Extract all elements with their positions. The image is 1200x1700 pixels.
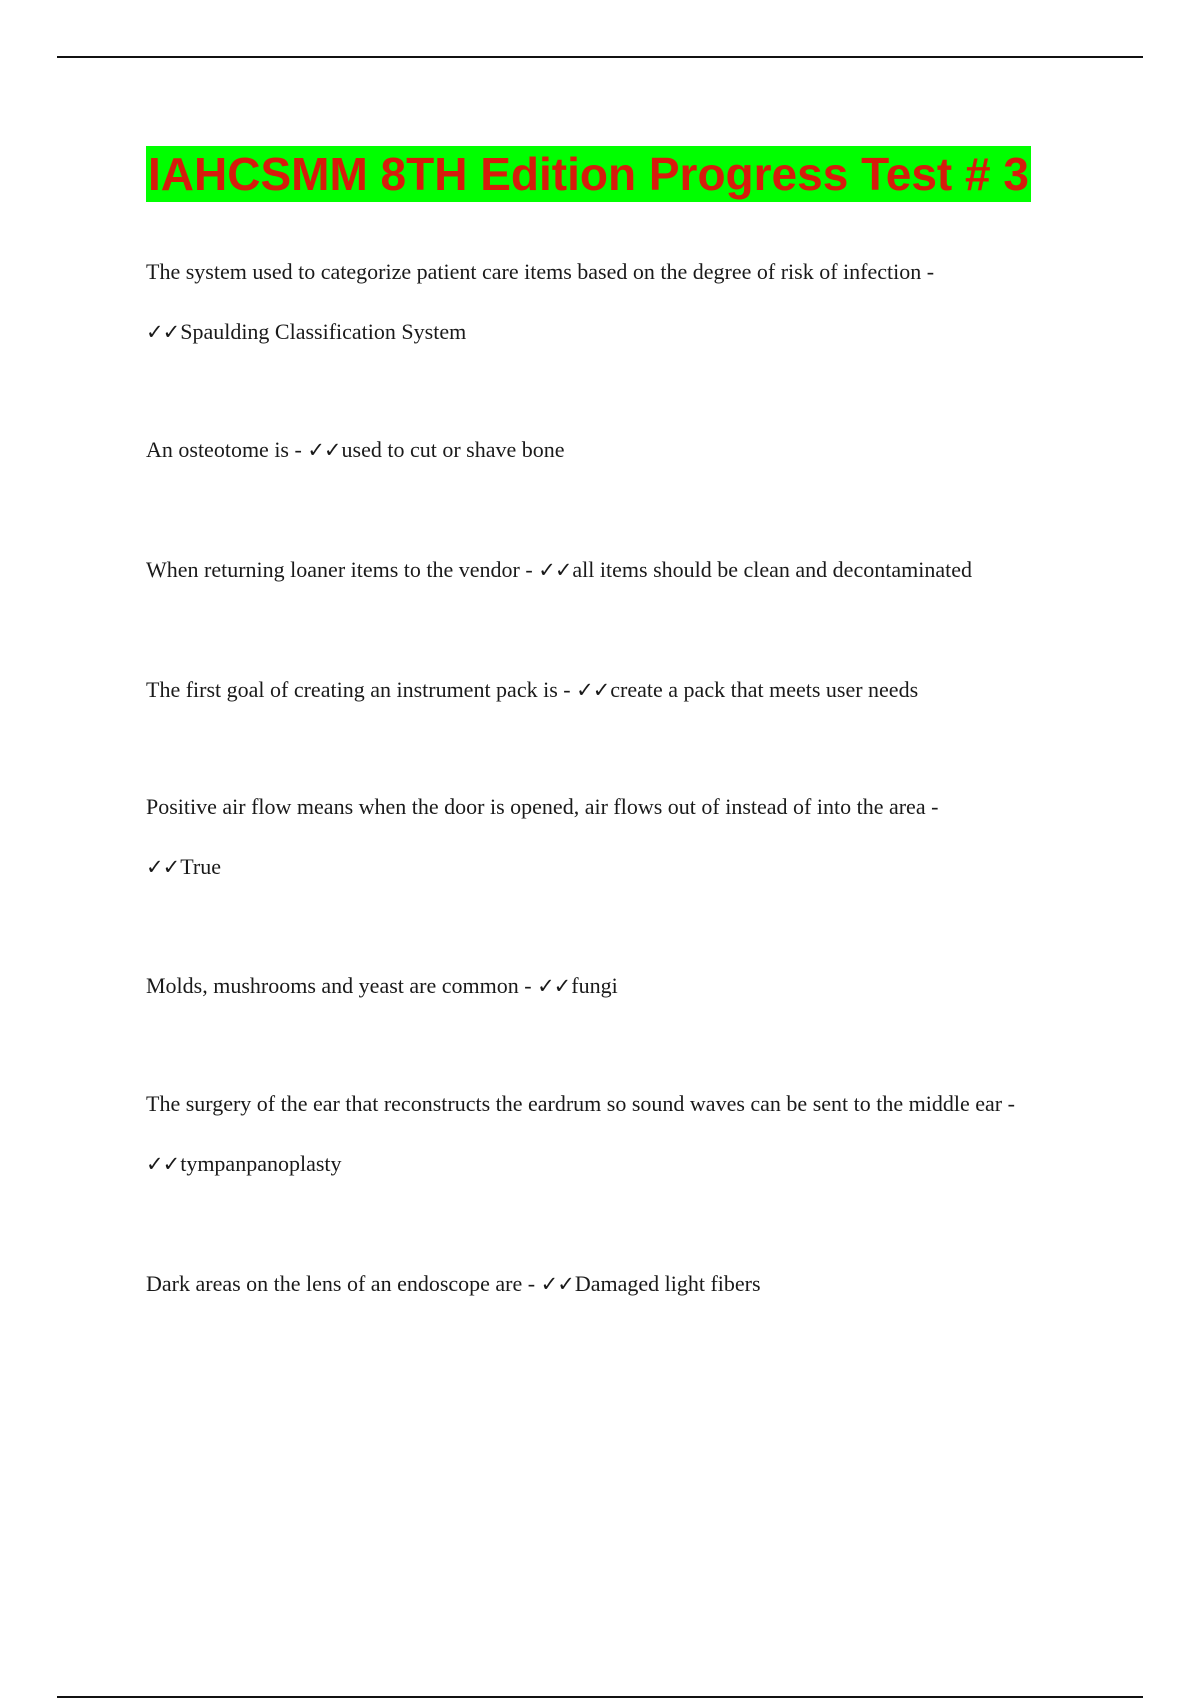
check-icon: ✓✓ — [146, 320, 180, 344]
answer-text: used to cut or shave bone — [341, 437, 565, 462]
answer-text: all items should be clean and decontaminated — [572, 557, 972, 582]
question-text: An osteotome is - — [146, 437, 302, 462]
question-text: Dark areas on the lens of an endoscope are - — [146, 1271, 536, 1296]
check-icon: ✓✓ — [540, 1272, 574, 1296]
check-icon: ✓✓ — [537, 974, 571, 998]
answer-text: Spaulding Classification System — [180, 319, 467, 344]
question-text: When returning loaner items to the vendor - — [146, 557, 533, 582]
check-icon: ✓✓ — [307, 438, 341, 462]
header-rule — [57, 56, 1143, 58]
qa-item — [146, 1074, 1106, 1194]
check-icon: ✓✓ — [146, 1152, 180, 1176]
answer-text: tympanpanoplasty — [180, 1151, 342, 1176]
qa-item — [146, 956, 1096, 1016]
question-text: Positive air flow means when the door is opened, air flows out of instead of into the area - — [146, 794, 939, 819]
answer-text: create a pack that meets user needs — [610, 677, 919, 702]
qa-item — [146, 660, 1096, 720]
answer-text: fungi — [571, 973, 618, 998]
footer-rule — [57, 1696, 1143, 1698]
question-text: Molds, mushrooms and yeast are common - — [146, 973, 532, 998]
qa-item — [146, 777, 1096, 897]
question-text: The first goal of creating an instrument pack is - — [146, 677, 571, 702]
check-icon: ✓✓ — [538, 558, 572, 582]
qa-item — [146, 420, 1096, 480]
check-icon: ✓✓ — [576, 678, 610, 702]
check-icon: ✓✓ — [146, 855, 180, 879]
answer-text: Damaged light fibers — [574, 1271, 761, 1296]
qa-item — [146, 242, 1096, 362]
page-title: IAHCSMM 8TH Edition Progress Test # 3 — [148, 148, 1029, 200]
qa-item — [146, 540, 1096, 600]
question-text: The surgery of the ear that reconstructs the eardrum so sound waves can be sent to the middle ear - — [146, 1091, 1015, 1116]
qa-item — [146, 1254, 1096, 1314]
question-text: The system used to categorize patient care items based on the degree of risk of infection - — [146, 259, 935, 284]
answer-text: True — [180, 854, 221, 879]
title-highlight — [146, 146, 1031, 202]
